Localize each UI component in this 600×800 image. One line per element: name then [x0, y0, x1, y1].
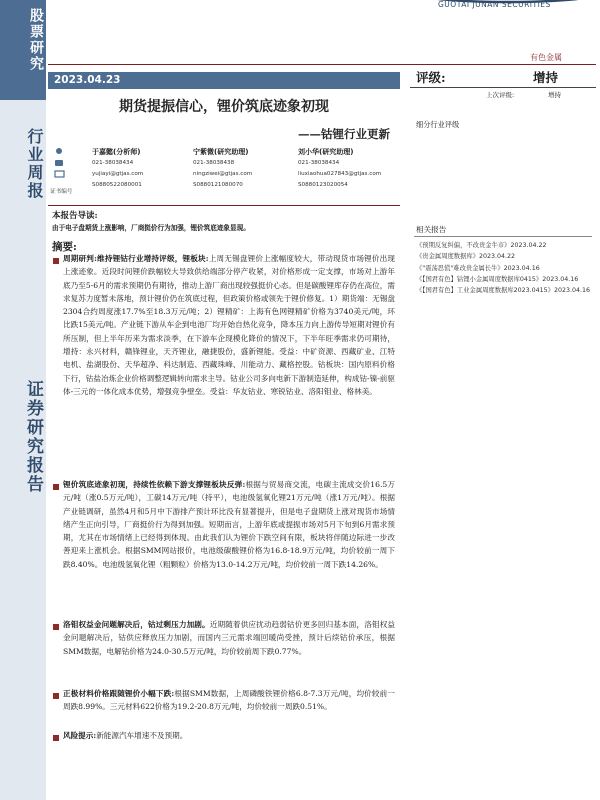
guide-text: 由于电子盘期货上涨影响，厂商挺价行为加强，锂价筑底迹象显现。 — [52, 224, 250, 232]
summary-paragraph — [63, 618, 395, 658]
authors-divider — [48, 205, 400, 206]
summary-heading: 摘要: — [52, 241, 77, 253]
bullet-marker — [53, 693, 59, 699]
author-card — [193, 147, 313, 193]
related-reports-divider — [414, 236, 592, 237]
securities-report-label: 证券研究报告 — [23, 380, 43, 494]
summary-paragraph — [63, 252, 395, 398]
report-subtitle: ——钴锂行业更新 — [298, 127, 390, 141]
related-report-link[interactable]: 《"震荡思慌"难改贵金属长牛》2023.04.16 — [416, 264, 540, 272]
rating-label: 评级: — [416, 70, 446, 85]
paragraph-text: 上周无锡盘锂价上涨幅度较大，带动现货市场锂价出现上涨迹象。近段时间锂价跌幅较大导致供给端部分停产收紧，对价格形成一定支撑，市场对上游年底乃至5-6月的需求预期仍有期待，推动上游厂商出现较强挺价心态。但是碳酸锂库存仍在高位，需求复苏力度暂未落地，预计锂价仍在筑底过程，但政策价格或领先于锂价修复。1）期货端：无锡盘2304合约周度涨17.7%至18.3万元/吨；2）锂精矿：上海有色网锂精矿价格为3740美元/吨，环比跌15美元/吨。产业链下游从车企到电池厂均开始自热化竞争，降本压力向上游传导短期对锂价有所压制，但上半年历来为需求淡季，在下游车企现模化降价的情况下，下半年旺季需求仍可期待，增持：永兴材料，赣锋锂业，天齐锂业，融捷股份，盛新锂能。受益：中矿资源、西藏矿业、江特电机、盐湖股份、天华超净、科达制造、西藏珠峰、川能动力、藏格控股。钴板块：国内原料价格下行，钴盐冶炼企业价格调整逻辑转向需求主导。钴业公司多向电新下游制造延伸，构成钴-镍-前驱体-三元的一体化成本优势，增强竞争壁垒。受益：华友钴业、寒锐钴业、洛阳钼业、格林美。 — [63, 254, 396, 396]
header-divider — [48, 64, 596, 65]
brand-english-name: GUOTAI JUNAN SECURITIES — [438, 0, 551, 9]
related-report-link[interactable]: 《【国君有色】钴锂小金属周度数据库0415》2023.04.16 — [416, 275, 579, 283]
author-name: 宁紫微(研究助理) — [193, 148, 249, 156]
paragraph-lead: 风险提示: — [63, 731, 97, 740]
author-cert: S0880121080070 — [193, 182, 243, 188]
paragraph-lead: 正极材料价格跟随锂价小幅下跌: — [63, 689, 175, 698]
author-email[interactable]: ningziwei@gtjas.com — [193, 171, 253, 177]
paragraph-lead: 锂价筑底迹象初现，持续性依赖下游支撑锂板块反弹: — [63, 480, 246, 489]
rating-value: 增持 — [533, 70, 559, 85]
author-email[interactable]: yujiayi@gtjas.com — [92, 171, 144, 177]
related-reports-list — [416, 240, 594, 296]
author-phone: 021-38038438 — [193, 160, 235, 166]
industry-weekly-label: 行业周报 — [25, 128, 44, 200]
author-email[interactable]: liuxiaohua027843@gtjas.com — [298, 171, 382, 177]
previous-rating-value: 增持 — [548, 91, 561, 99]
author-cert: S0880123020054 — [298, 182, 348, 188]
summary-paragraph — [63, 729, 395, 742]
paragraph-lead: 周期研判:维持锂钴行业增持评级，锂板块: — [63, 254, 209, 263]
bullet-marker — [53, 624, 59, 630]
bullet-marker — [53, 735, 59, 741]
author-name: 刘小华(研究助理) — [298, 148, 354, 156]
report-title: 期货提振信心，锂价筑底迹象初现 — [119, 99, 329, 115]
paragraph-text: 新能源汽车增速不及预期。 — [96, 731, 188, 740]
cert-number-label: 证书编号 — [50, 189, 73, 195]
summary-paragraph — [63, 687, 395, 714]
paragraph-lead: 洛钼权益金问题解决后，钴过剩压力加剧。 — [63, 620, 210, 629]
rating-divider — [410, 87, 596, 88]
contact-icons — [54, 147, 68, 187]
paragraph-text: 根据与贸易商交流，电碳主流成交价16.5万元/吨（涨0.5万元/吨），工碳14万元/吨（持平），电池级氢氧化锂21万元/吨（涨1万元/吨）。根据产业链调研，虽然4月和5月中下游排产预计环比没有显著提升，但是电子盘期货上涨对现货市场情绪产生正向引导，厂商挺价行为得到加强。短期而言，上游年底或提振市场对5月下旬到6月需求预期，尤其在市场情绪上已经得到体现。由此我们认为锂价下跌空间有限，板块将伴随边际进一步改善迎来上涨机会。根据SMM网站报价，电池级碳酸锂价格为16.8-18.9万元/吨，均价较前一周下跌8.40%。电池级氢氧化锂（粗颗粒）价格为13.0-14.2万元/吨，均价较前一周下跌14.26%。 — [63, 480, 395, 569]
person-icon — [56, 148, 62, 154]
authors-block — [48, 147, 400, 207]
guide-heading: 本报告导读: — [52, 211, 98, 221]
author-name: 于嘉懿(分析师) — [92, 148, 141, 156]
related-report-link[interactable]: 《贵金属周度数据库》2023.04.22 — [416, 253, 516, 261]
email-icon — [55, 171, 64, 177]
sub-industry-rating-label: 细分行业评级 — [416, 120, 460, 129]
bullet-marker — [53, 484, 59, 490]
industry-tag: 有色金属 — [530, 53, 562, 62]
summary-paragraph — [63, 478, 395, 571]
previous-rating-label: 上次评级: — [486, 91, 515, 99]
related-reports-heading: 相关报告 — [416, 225, 447, 234]
paragraph-text: 近期随着供应扰动趋弱钴价更多回归基本面，洛钼权益金问题解决后，钴供应释放压力加剧，而国内三元需求端回暖尚受挫，预计后续钴价承压，根据SMM数据，电解钴价格为24.0-30.5万元/吨，均价较前周下跌0.77%。 — [63, 620, 396, 656]
bullet-marker — [53, 258, 59, 264]
author-phone: 021-38038434 — [298, 160, 340, 166]
author-card — [298, 147, 418, 193]
author-phone: 021-38038434 — [92, 160, 134, 166]
stock-research-label: 股票研究 — [28, 8, 44, 72]
author-cert: S0880522080001 — [92, 182, 142, 188]
paragraph-text: 根据SMM数据，上周磷酸铁锂价格6.8-7.3万元/吨，均价较前一周跌8.99%。三元材料622价格为19.2-20.8万元/吨，均价较前一周跌0.51%。 — [63, 689, 395, 712]
related-report-link[interactable]: 《【国君有色】工业金属周度数据库2023.0415》2023.04.16 — [416, 287, 591, 295]
related-report-link[interactable]: 《预期反复纠偏，不改贵金牛市》2023.04.22 — [416, 242, 547, 249]
report-date: 2023.04.23 — [48, 72, 400, 89]
phone-icon — [55, 160, 63, 166]
